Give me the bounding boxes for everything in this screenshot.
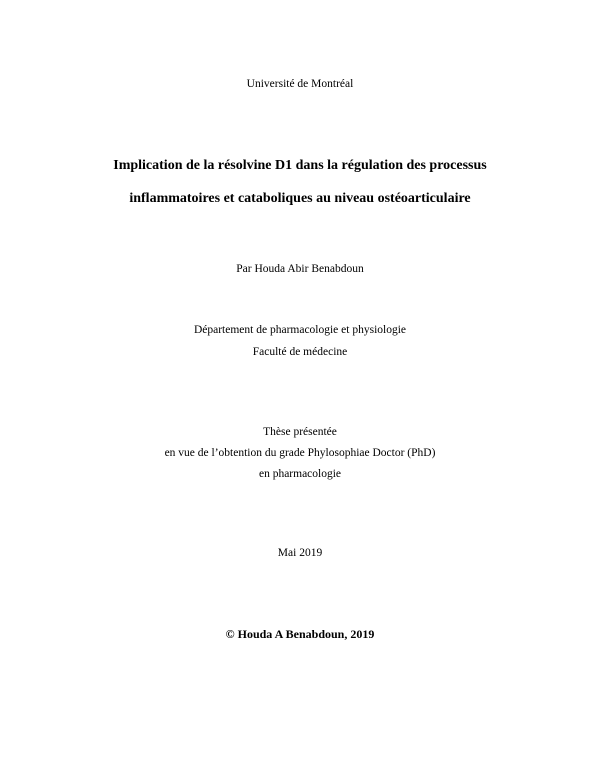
copyright-notice: © Houda A Benabdoun, 2019	[225, 627, 375, 641]
thesis-statement-line-2: en vue de l’obtention du grade Phylosophiae Doctor (PhD)	[164, 447, 436, 459]
thesis-statement-line-3: en pharmacologie	[258, 468, 342, 480]
author-name: Par Houda Abir Benabdoun	[236, 263, 364, 275]
university-name: Université de Montréal	[246, 78, 354, 90]
faculty-name: Faculté de médecine	[252, 346, 348, 358]
department-name: Département de pharmacologie et physiologie	[193, 324, 407, 336]
thesis-title-line-2: inflammatoires et cataboliques au niveau ostéoarticulaire	[129, 191, 471, 206]
thesis-statement-line-1: Thèse présentée	[263, 426, 337, 438]
thesis-title-line-1: Implication de la résolvine D1 dans la régulation des processus	[113, 158, 487, 173]
submission-date: Mai 2019	[277, 547, 323, 559]
